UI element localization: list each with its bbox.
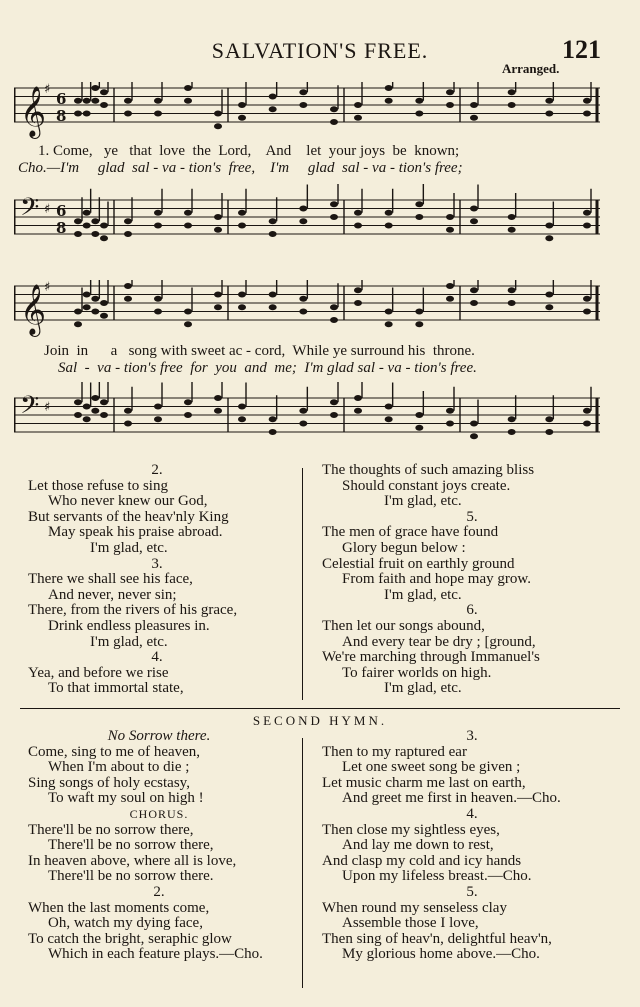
note-head bbox=[508, 102, 516, 108]
note-head bbox=[446, 296, 454, 302]
verse-line: Then let our songs abound, bbox=[322, 617, 485, 634]
verse-line: There'll be no sorrow there. bbox=[48, 868, 214, 885]
note-head bbox=[508, 300, 516, 306]
verse-line: My glorious home above.—Cho. bbox=[342, 946, 540, 963]
verse-line: May speak his praise abroad. bbox=[48, 524, 223, 541]
note-head bbox=[299, 296, 307, 302]
sharp-key-signature-icon: ♯ bbox=[44, 82, 51, 97]
note-head bbox=[269, 416, 277, 422]
note-head bbox=[330, 214, 338, 220]
note-head bbox=[470, 300, 478, 306]
time-signature-bottom: 8 bbox=[56, 107, 67, 125]
verse-line: And clasp my cold and icy hands bbox=[322, 852, 522, 869]
music-staff-bass-1 bbox=[14, 184, 600, 264]
note-head bbox=[238, 416, 246, 422]
note-head bbox=[446, 421, 454, 427]
note-head bbox=[91, 309, 99, 315]
note-head bbox=[446, 227, 454, 233]
note-head bbox=[415, 98, 423, 104]
note-head bbox=[91, 395, 99, 401]
note-head bbox=[269, 231, 277, 237]
note-head bbox=[385, 98, 393, 104]
stanza-number: No Sorrow there. bbox=[107, 728, 211, 744]
treble-clef-icon: 𝄞 bbox=[20, 86, 47, 137]
stanza-number: CHORUS. bbox=[129, 806, 189, 821]
note-head bbox=[583, 111, 591, 117]
note-head bbox=[124, 296, 132, 302]
sharp-key-signature-icon: ♯ bbox=[44, 280, 51, 295]
note-head bbox=[124, 98, 132, 104]
time-signature-top: 6 bbox=[56, 202, 67, 220]
second-hymn-heading: SECOND HYMN. bbox=[252, 713, 388, 728]
note-head bbox=[238, 223, 246, 229]
note-head bbox=[83, 210, 91, 216]
note-head bbox=[214, 395, 222, 401]
note-head bbox=[330, 399, 338, 405]
note-head bbox=[74, 98, 82, 104]
bass-clef-icon: 𝄢 bbox=[20, 193, 40, 228]
note-head bbox=[470, 433, 478, 439]
note-head bbox=[74, 218, 82, 224]
bass-clef-icon: 𝄢 bbox=[20, 391, 40, 426]
verse-line: Which in each feature plays.—Cho. bbox=[48, 946, 263, 963]
verse-line: There we shall see his face, bbox=[28, 571, 193, 588]
note-head bbox=[74, 111, 82, 117]
verse-line: Then sing of heav'n, delightful heav'n, bbox=[322, 930, 552, 947]
verse-line: Glory begun below : bbox=[342, 539, 466, 556]
stanza-number: 6. bbox=[466, 602, 478, 619]
lyric-chorus-line-2: Sal - va - tion's free for you and me; I'm glad sal - va - tion's free. bbox=[58, 360, 477, 376]
note-head bbox=[354, 102, 362, 108]
note-head bbox=[330, 106, 338, 112]
note-head bbox=[83, 111, 91, 117]
hymn2-right-column bbox=[322, 729, 622, 963]
note-head bbox=[299, 102, 307, 108]
note-head bbox=[154, 416, 162, 422]
note-head bbox=[470, 287, 478, 293]
verse-line: And never, never sin; bbox=[48, 586, 177, 603]
verse-line: When round my senseless clay bbox=[322, 899, 507, 916]
note-head bbox=[415, 412, 423, 418]
note-head bbox=[100, 102, 108, 108]
note-head bbox=[100, 399, 108, 405]
note-head bbox=[238, 404, 246, 410]
note-head bbox=[238, 292, 246, 298]
note-head bbox=[330, 304, 338, 310]
verse-line: Who never knew our God, bbox=[48, 493, 208, 510]
note-head bbox=[446, 283, 454, 289]
sharp-key-signature-icon: ♯ bbox=[44, 400, 51, 415]
note-head bbox=[508, 429, 516, 435]
note-head bbox=[583, 98, 591, 104]
note-head bbox=[154, 296, 162, 302]
section-rule bbox=[20, 708, 620, 709]
note-head bbox=[299, 206, 307, 212]
lyric-verse-line-1: 1. Come, ye that love the Lord, And let your joys be known; bbox=[38, 143, 460, 159]
note-head bbox=[83, 223, 91, 229]
note-head bbox=[238, 304, 246, 310]
column-divider-2 bbox=[302, 738, 303, 988]
verse-line: To catch the bright, seraphic glow bbox=[28, 930, 232, 947]
hymn1-right-column bbox=[322, 463, 622, 697]
note-head bbox=[184, 223, 192, 229]
note-head bbox=[269, 218, 277, 224]
note-head bbox=[74, 399, 82, 405]
note-head bbox=[583, 408, 591, 414]
note-head bbox=[299, 218, 307, 224]
stanza-number: 5. bbox=[466, 883, 478, 900]
verse-line: There'll be no sorrow there, bbox=[28, 821, 194, 838]
time-signature-bottom: 8 bbox=[56, 219, 67, 237]
note-head bbox=[545, 429, 553, 435]
note-head bbox=[583, 296, 591, 302]
note-head bbox=[124, 283, 132, 289]
note-head bbox=[508, 227, 516, 233]
music-staff-bass-2 bbox=[14, 382, 600, 462]
music-staff-treble-2 bbox=[14, 280, 600, 340]
note-head bbox=[330, 119, 338, 125]
note-head bbox=[238, 102, 246, 108]
note-head bbox=[214, 304, 222, 310]
note-head bbox=[100, 235, 108, 241]
note-head bbox=[385, 404, 393, 410]
note-head bbox=[330, 201, 338, 207]
page-number: 121 bbox=[562, 35, 601, 64]
note-head bbox=[545, 111, 553, 117]
note-head bbox=[154, 210, 162, 216]
note-head bbox=[385, 85, 393, 91]
note-head bbox=[100, 89, 108, 95]
note-head bbox=[74, 321, 82, 327]
note-head bbox=[415, 425, 423, 431]
note-head bbox=[83, 416, 91, 422]
note-head bbox=[83, 292, 91, 298]
note-head bbox=[184, 85, 192, 91]
note-head bbox=[583, 223, 591, 229]
note-head bbox=[154, 111, 162, 117]
verse-line: Upon my lifeless breast.—Cho. bbox=[342, 868, 532, 885]
note-head bbox=[100, 223, 108, 229]
note-head bbox=[415, 214, 423, 220]
note-head bbox=[415, 111, 423, 117]
note-head bbox=[545, 235, 553, 241]
verse-line: There'll be no sorrow there, bbox=[48, 837, 214, 854]
verse-line: Drink endless pleasures in. bbox=[48, 617, 210, 634]
note-head bbox=[214, 292, 222, 298]
note-head bbox=[184, 412, 192, 418]
note-head bbox=[385, 223, 393, 229]
note-head bbox=[470, 115, 478, 121]
lyric-verse-line-2: Join in a song with sweet ac - cord, While ye surround his throne. bbox=[44, 343, 475, 359]
note-head bbox=[470, 218, 478, 224]
verse-line: Oh, watch my dying face, bbox=[48, 915, 203, 932]
hymn2-left-column bbox=[28, 729, 290, 963]
note-head bbox=[354, 223, 362, 229]
note-head bbox=[470, 206, 478, 212]
music-staff-treble-1 bbox=[14, 82, 600, 142]
verse-line: I'm glad, etc. bbox=[90, 539, 168, 556]
note-head bbox=[124, 408, 132, 414]
note-head bbox=[583, 210, 591, 216]
note-head bbox=[100, 300, 108, 306]
note-head bbox=[91, 408, 99, 414]
note-head bbox=[154, 223, 162, 229]
note-head bbox=[91, 296, 99, 302]
note-head bbox=[238, 115, 246, 121]
verse-line: Should constant joys create. bbox=[342, 477, 511, 494]
stanza-number: 2. bbox=[151, 462, 163, 478]
note-head bbox=[269, 94, 277, 100]
verse-line: Then close my sightless eyes, bbox=[322, 821, 500, 838]
verse-line: We're marching through Immanuel's bbox=[322, 649, 540, 666]
note-head bbox=[545, 416, 553, 422]
note-head bbox=[583, 421, 591, 427]
note-head bbox=[269, 429, 277, 435]
note-head bbox=[184, 309, 192, 315]
note-head bbox=[100, 412, 108, 418]
note-head bbox=[91, 85, 99, 91]
note-head bbox=[545, 98, 553, 104]
verse-line: The men of grace have found bbox=[322, 524, 499, 541]
verse-line: And greet me first in heaven.—Cho. bbox=[342, 790, 561, 807]
verse-line: Let one sweet song be given ; bbox=[342, 759, 521, 776]
verse-line: The thoughts of such amazing bliss bbox=[322, 462, 535, 478]
note-head bbox=[415, 309, 423, 315]
note-head bbox=[415, 321, 423, 327]
note-head bbox=[269, 106, 277, 112]
verse-line: To fairer worlds on high. bbox=[342, 664, 492, 681]
note-head bbox=[545, 292, 553, 298]
verse-line: Celestial fruit on earthly ground bbox=[322, 555, 515, 572]
time-signature-top: 6 bbox=[56, 90, 67, 108]
note-head bbox=[184, 399, 192, 405]
note-head bbox=[124, 421, 132, 427]
note-head bbox=[238, 210, 246, 216]
note-head bbox=[446, 89, 454, 95]
note-head bbox=[74, 231, 82, 237]
sharp-key-signature-icon: ♯ bbox=[44, 202, 51, 217]
note-head bbox=[269, 292, 277, 298]
note-head bbox=[214, 111, 222, 117]
stanza-number: 5. bbox=[466, 508, 478, 525]
verse-line: From faith and hope may grow. bbox=[342, 571, 531, 588]
verse-line: I'm glad, etc. bbox=[90, 633, 168, 650]
note-head bbox=[330, 317, 338, 323]
verse-line: Assemble those I love, bbox=[342, 915, 479, 932]
note-head bbox=[214, 227, 222, 233]
stanza-number: 3. bbox=[466, 728, 478, 744]
note-head bbox=[214, 408, 222, 414]
note-head bbox=[184, 321, 192, 327]
verse-line: Then to my raptured ear bbox=[322, 743, 467, 760]
note-head bbox=[354, 300, 362, 306]
column-divider bbox=[302, 468, 303, 700]
verse-line: Come, sing to me of heaven, bbox=[28, 743, 201, 760]
verse-line: Let music charm me last on earth, bbox=[322, 774, 526, 791]
note-head bbox=[446, 102, 454, 108]
note-head bbox=[124, 218, 132, 224]
note-head bbox=[100, 313, 108, 319]
verse-line: Let those refuse to sing bbox=[28, 477, 168, 494]
note-head bbox=[470, 421, 478, 427]
note-head bbox=[508, 287, 516, 293]
note-head bbox=[354, 408, 362, 414]
verse-line: And every tear be dry ; [ground, bbox=[342, 633, 536, 650]
note-head bbox=[83, 404, 91, 410]
note-head bbox=[446, 408, 454, 414]
note-head bbox=[354, 395, 362, 401]
page-title: SALVATION'S FREE. bbox=[211, 38, 429, 63]
note-head bbox=[124, 231, 132, 237]
verse-line: I'm glad, etc. bbox=[384, 586, 462, 603]
note-head bbox=[214, 123, 222, 129]
arranged-credit: Arranged. bbox=[502, 61, 560, 76]
note-head bbox=[354, 210, 362, 216]
note-head bbox=[508, 89, 516, 95]
note-head bbox=[330, 412, 338, 418]
verse-line: To waft my soul on high ! bbox=[48, 790, 204, 807]
note-head bbox=[269, 304, 277, 310]
verse-line: In heaven above, where all is love, bbox=[28, 852, 237, 869]
note-head bbox=[154, 309, 162, 315]
verse-line: I'm glad, etc. bbox=[384, 493, 462, 510]
stanza-number: 4. bbox=[151, 649, 163, 666]
note-head bbox=[508, 214, 516, 220]
verse-line: When I'm about to die ; bbox=[48, 759, 190, 776]
note-head bbox=[83, 98, 91, 104]
note-head bbox=[508, 416, 516, 422]
note-head bbox=[354, 287, 362, 293]
hymn1-left-column bbox=[28, 463, 286, 697]
note-head bbox=[214, 214, 222, 220]
note-head bbox=[545, 223, 553, 229]
verse-line: And lay me down to rest, bbox=[342, 837, 494, 854]
note-head bbox=[299, 408, 307, 414]
note-head bbox=[470, 102, 478, 108]
verse-line: But servants of the heav'nly King bbox=[28, 508, 229, 525]
note-head bbox=[124, 111, 132, 117]
verse-line: Sing songs of holy ecstasy, bbox=[28, 774, 190, 791]
stanza-number: 2. bbox=[153, 883, 165, 900]
lyric-chorus-line-1: Cho.—I'm glad sal - va - tion's free, I'm glad sal - va - tion's free; bbox=[18, 160, 463, 176]
note-head bbox=[74, 309, 82, 315]
stanza-number: 4. bbox=[466, 805, 478, 822]
note-head bbox=[299, 309, 307, 315]
note-head bbox=[385, 321, 393, 327]
note-head bbox=[385, 309, 393, 315]
note-head bbox=[583, 309, 591, 315]
note-head bbox=[354, 115, 362, 121]
note-head bbox=[154, 98, 162, 104]
verse-line: To that immortal state, bbox=[48, 680, 184, 697]
note-head bbox=[184, 210, 192, 216]
treble-clef-icon: 𝄞 bbox=[20, 284, 47, 335]
note-head bbox=[385, 416, 393, 422]
note-head bbox=[446, 214, 454, 220]
note-head bbox=[91, 218, 99, 224]
note-head bbox=[385, 210, 393, 216]
stanza-number: 3. bbox=[151, 555, 163, 572]
verse-line: I'm glad, etc. bbox=[384, 680, 462, 697]
note-head bbox=[91, 98, 99, 104]
note-head bbox=[83, 304, 91, 310]
note-head bbox=[74, 412, 82, 418]
note-head bbox=[91, 231, 99, 237]
note-head bbox=[415, 201, 423, 207]
verse-line: Yea, and before we rise bbox=[28, 664, 169, 681]
note-head bbox=[154, 404, 162, 410]
verse-line: When the last moments come, bbox=[28, 899, 210, 916]
note-head bbox=[545, 304, 553, 310]
note-head bbox=[299, 89, 307, 95]
note-head bbox=[299, 421, 307, 427]
verse-line: There, from the rivers of his grace, bbox=[28, 602, 238, 619]
note-head bbox=[184, 98, 192, 104]
